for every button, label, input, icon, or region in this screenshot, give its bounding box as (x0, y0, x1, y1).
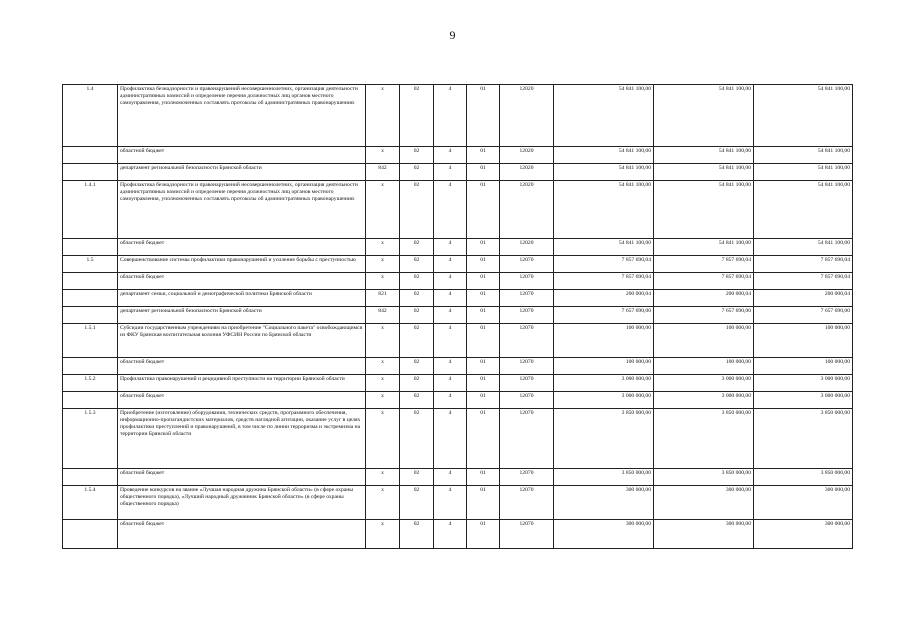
table-body (63, 85, 853, 549)
code-target: 12020 (500, 164, 554, 181)
budget-table (62, 84, 853, 549)
row-description: областной бюджет (118, 469, 366, 486)
code-target: 12070 (500, 520, 554, 549)
row-description: Совершенствование системы профилактики правонарушений и усиление борьбы с преступностью (118, 256, 366, 273)
table-row (63, 409, 853, 469)
row-description: Профилактика правонарушений и рецидивной преступности на территории Брянской области (118, 375, 366, 392)
row-description: Проведение конкурсов на звание «Лучшая народная дружина Брянской области» (в сфере охраны общественного порядка), «Лучший народный дружинник Брянской области» (в сфере охраны общественного порядка) (118, 486, 366, 520)
code-admin: х (366, 486, 400, 520)
code-admin: х (366, 256, 400, 273)
code-program: 01 (467, 486, 500, 520)
value-year-1: 54 841 100,00 (554, 181, 654, 239)
code-target: 12020 (500, 239, 554, 256)
row-description: областной бюджет (118, 239, 366, 256)
table-row (63, 164, 853, 181)
table-row (63, 239, 853, 256)
value-year-1: 3 000 000,00 (554, 392, 654, 409)
code-admin: 842 (366, 307, 400, 324)
value-year-2: 7 857 690,04 (654, 273, 754, 290)
value-year-2: 300 000,00 (654, 486, 754, 520)
row-description: Приобретение (изготовление) оборудования, технических средств, программного обеспечения, информационно-пропагандистских материалов, средств наглядной агитации, оказание услуг в целях профилактики преступлений и правонарушений, в том числе по линии терроризма и экстремизма на территории Брянской области (118, 409, 366, 469)
value-year-3: 300 000,00 (754, 486, 853, 520)
table-row (63, 307, 853, 324)
code-section: 02 (400, 256, 434, 273)
code-program: 01 (467, 520, 500, 549)
code-target: 12070 (500, 486, 554, 520)
value-year-3: 100 000,00 (754, 324, 853, 358)
value-year-2: 100 000,00 (654, 358, 754, 375)
row-index: 1.5 (63, 256, 118, 273)
row-index (63, 273, 118, 290)
code-admin: х (366, 469, 400, 486)
code-admin: х (366, 520, 400, 549)
row-index (63, 147, 118, 164)
value-year-3: 100 000,00 (754, 358, 853, 375)
code-section: 02 (400, 375, 434, 392)
row-index: 1.5.4 (63, 486, 118, 520)
table-row (63, 486, 853, 520)
code-target: 12070 (500, 324, 554, 358)
value-year-2: 3 850 000,00 (654, 469, 754, 486)
table-row (63, 375, 853, 392)
row-index: 1.4.1 (63, 181, 118, 239)
code-admin: х (366, 375, 400, 392)
value-year-2: 54 841 100,00 (654, 147, 754, 164)
code-program: 01 (467, 469, 500, 486)
row-description: Субсидии государственным учреждениям на приобретение "Социального пакета" освобождающимся из ФКУ Брянская воспитательная колония УФСИН России по Брянской области (118, 324, 366, 358)
value-year-3: 3 000 000,00 (754, 375, 853, 392)
value-year-2: 54 841 100,00 (654, 181, 754, 239)
code-target: 12020 (500, 85, 554, 147)
value-year-1: 3 850 000,00 (554, 469, 654, 486)
row-index (63, 392, 118, 409)
code-target: 12070 (500, 273, 554, 290)
value-year-1: 3 000 000,00 (554, 375, 654, 392)
table-row (63, 358, 853, 375)
code-subsection: 4 (434, 307, 467, 324)
code-section: 02 (400, 409, 434, 469)
code-admin: х (366, 324, 400, 358)
row-description: департамент семьи, социальной и демографической политики Брянской области (118, 290, 366, 307)
code-subsection: 4 (434, 239, 467, 256)
row-index: 1.5.3 (63, 409, 118, 469)
code-section: 02 (400, 181, 434, 239)
code-program: 01 (467, 164, 500, 181)
code-target: 12070 (500, 307, 554, 324)
code-subsection: 4 (434, 164, 467, 181)
code-program: 01 (467, 358, 500, 375)
value-year-2: 3 000 000,00 (654, 375, 754, 392)
code-section: 02 (400, 392, 434, 409)
code-subsection: 4 (434, 290, 467, 307)
code-program: 01 (467, 392, 500, 409)
value-year-1: 7 857 690,04 (554, 256, 654, 273)
table-row (63, 256, 853, 273)
code-program: 01 (467, 290, 500, 307)
value-year-3: 54 841 100,00 (754, 181, 853, 239)
code-target: 12070 (500, 392, 554, 409)
value-year-1: 100 000,00 (554, 324, 654, 358)
row-index (63, 164, 118, 181)
value-year-2: 100 000,00 (654, 324, 754, 358)
code-program: 01 (467, 273, 500, 290)
code-section: 02 (400, 307, 434, 324)
value-year-2: 7 857 690,04 (654, 256, 754, 273)
row-index (63, 290, 118, 307)
code-target: 12070 (500, 256, 554, 273)
value-year-1: 300 000,00 (554, 520, 654, 549)
table-row (63, 147, 853, 164)
code-section: 02 (400, 164, 434, 181)
table-row (63, 290, 853, 307)
value-year-3: 7 857 690,04 (754, 273, 853, 290)
code-subsection: 4 (434, 181, 467, 239)
code-program: 01 (467, 409, 500, 469)
row-index (63, 520, 118, 549)
code-target: 12020 (500, 147, 554, 164)
row-description: областной бюджет (118, 273, 366, 290)
code-target: 12070 (500, 358, 554, 375)
code-program: 01 (467, 147, 500, 164)
code-admin: х (366, 273, 400, 290)
table-row (63, 273, 853, 290)
row-index: 1.4 (63, 85, 118, 147)
code-program: 01 (467, 239, 500, 256)
value-year-1: 300 000,00 (554, 486, 654, 520)
code-section: 02 (400, 239, 434, 256)
code-program: 01 (467, 85, 500, 147)
row-description: Профилактика безнадзорности и правонарушений несовершеннолетних, организация деятельности административных комиссий и определение перечня должностных лиц органов местного самоуправления, уполномоченных составлять протоколы об административных правонарушениях (118, 181, 366, 239)
code-section: 02 (400, 290, 434, 307)
code-subsection: 4 (434, 409, 467, 469)
code-section: 02 (400, 85, 434, 147)
code-subsection: 4 (434, 520, 467, 549)
value-year-3: 54 841 100,00 (754, 239, 853, 256)
code-section: 02 (400, 273, 434, 290)
row-index: 1.5.1 (63, 324, 118, 358)
code-admin: х (366, 392, 400, 409)
code-subsection: 4 (434, 85, 467, 147)
value-year-2: 300 000,00 (654, 520, 754, 549)
value-year-1: 7 857 690,04 (554, 273, 654, 290)
value-year-2: 3 850 000,00 (654, 409, 754, 469)
value-year-3: 300 000,00 (754, 520, 853, 549)
code-admin: 842 (366, 164, 400, 181)
table-row (63, 85, 853, 147)
code-subsection: 4 (434, 358, 467, 375)
code-target: 12070 (500, 409, 554, 469)
value-year-1: 54 841 100,00 (554, 239, 654, 256)
code-target: 12020 (500, 181, 554, 239)
row-description: департамент региональной безопасности Брянской области (118, 307, 366, 324)
value-year-1: 54 841 100,00 (554, 85, 654, 147)
row-index (63, 358, 118, 375)
value-year-3: 3 850 000,00 (754, 469, 853, 486)
row-index (63, 469, 118, 486)
value-year-3: 3 000 000,00 (754, 392, 853, 409)
value-year-1: 54 841 100,00 (554, 147, 654, 164)
code-section: 02 (400, 486, 434, 520)
code-admin: х (366, 85, 400, 147)
row-description: областной бюджет (118, 358, 366, 375)
page-number: 9 (449, 28, 456, 42)
code-target: 12070 (500, 469, 554, 486)
code-program: 01 (467, 307, 500, 324)
code-admin: х (366, 147, 400, 164)
code-section: 02 (400, 520, 434, 549)
value-year-1: 100 000,00 (554, 358, 654, 375)
row-description: Профилактика безнадзорности и правонарушений несовершеннолетних, организация деятельности административных комиссий и определение перечня должностных лиц органов местного самоуправления, уполномоченных составлять протоколы об административных правонарушениях (118, 85, 366, 147)
code-section: 02 (400, 469, 434, 486)
row-description: департамент региональной безопасности Брянской области (118, 164, 366, 181)
value-year-2: 200 000,04 (654, 290, 754, 307)
code-subsection: 4 (434, 469, 467, 486)
value-year-3: 200 000,04 (754, 290, 853, 307)
code-admin: х (366, 358, 400, 375)
value-year-3: 54 841 100,00 (754, 85, 853, 147)
value-year-3: 54 841 100,00 (754, 164, 853, 181)
code-section: 02 (400, 358, 434, 375)
code-program: 01 (467, 324, 500, 358)
code-program: 01 (467, 181, 500, 239)
code-target: 12070 (500, 375, 554, 392)
row-index (63, 239, 118, 256)
code-admin: х (366, 239, 400, 256)
code-subsection: 4 (434, 324, 467, 358)
code-subsection: 4 (434, 147, 467, 164)
row-index (63, 307, 118, 324)
table-row (63, 392, 853, 409)
row-description: областной бюджет (118, 520, 366, 549)
value-year-2: 54 841 100,00 (654, 164, 754, 181)
code-subsection: 4 (434, 273, 467, 290)
code-target: 12070 (500, 290, 554, 307)
code-section: 02 (400, 324, 434, 358)
row-description: областной бюджет (118, 147, 366, 164)
code-subsection: 4 (434, 392, 467, 409)
value-year-3: 7 857 690,04 (754, 256, 853, 273)
value-year-1: 54 841 100,00 (554, 164, 654, 181)
table-row (63, 520, 853, 549)
code-admin: х (366, 409, 400, 469)
code-subsection: 4 (434, 256, 467, 273)
value-year-2: 7 657 690,00 (654, 307, 754, 324)
row-index: 1.5.2 (63, 375, 118, 392)
value-year-1: 200 000,04 (554, 290, 654, 307)
code-admin: х (366, 181, 400, 239)
value-year-2: 54 841 100,00 (654, 85, 754, 147)
table-row (63, 324, 853, 358)
value-year-3: 54 841 100,00 (754, 147, 853, 164)
code-subsection: 4 (434, 486, 467, 520)
table-row (63, 469, 853, 486)
code-program: 01 (467, 375, 500, 392)
code-section: 02 (400, 147, 434, 164)
code-program: 01 (467, 256, 500, 273)
value-year-2: 54 841 100,00 (654, 239, 754, 256)
table-row (63, 181, 853, 239)
value-year-2: 3 000 000,00 (654, 392, 754, 409)
value-year-3: 3 850 000,00 (754, 409, 853, 469)
value-year-3: 7 657 690,00 (754, 307, 853, 324)
code-admin: 821 (366, 290, 400, 307)
value-year-1: 3 850 000,00 (554, 409, 654, 469)
row-description: областной бюджет (118, 392, 366, 409)
value-year-1: 7 657 690,00 (554, 307, 654, 324)
code-subsection: 4 (434, 375, 467, 392)
